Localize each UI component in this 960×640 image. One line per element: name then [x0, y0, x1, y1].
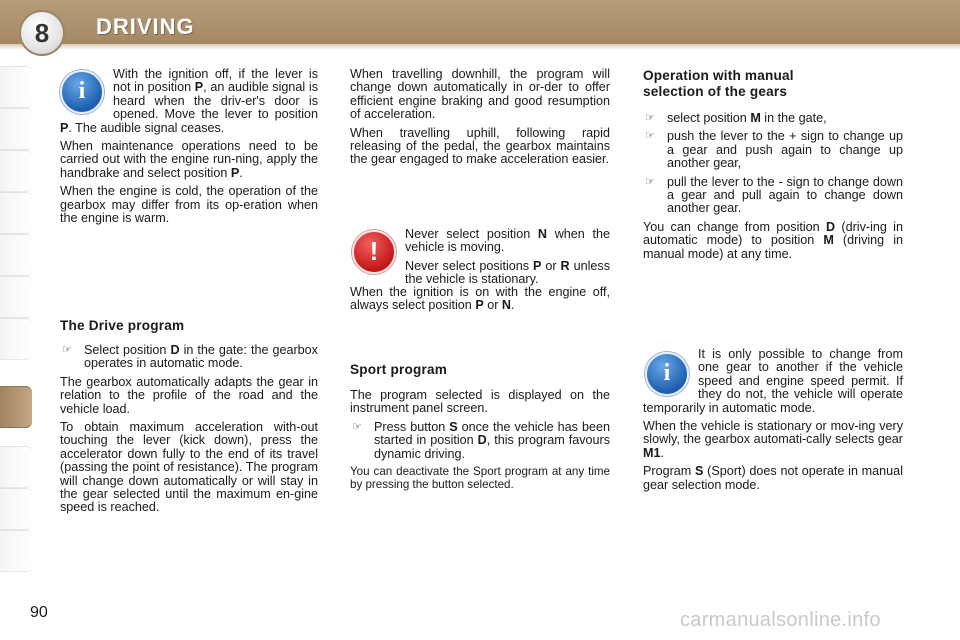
chapter-tab[interactable]: [0, 530, 32, 572]
chapter-title: DRIVING: [96, 14, 195, 39]
drive-adapt-text: The gearbox automatically adapts the gear in relation to the profile of the road and the vehicle load.: [60, 374, 318, 416]
manual-bullet-up: ☞ push the lever to the + sign to change up a gear and push again to change up another gear,: [645, 129, 903, 171]
drive-bullet: ☞ Select position D in the gate: the gearbox operates in automatic mode.: [62, 343, 318, 371]
manual-heading-line1: Operation with manual: [643, 68, 794, 83]
sport-program-section: [350, 362, 610, 496]
chapter-tab[interactable]: [0, 276, 32, 318]
warning-icon: !: [352, 230, 396, 274]
ignition-on-text: When the ignition is on with the engine off, always select position P or N.: [350, 285, 610, 313]
chapter-tab[interactable]: [0, 234, 32, 276]
info-icon: i: [645, 352, 689, 396]
sport-display-text: The program selected is displayed on the instrument panel screen.: [350, 388, 610, 416]
chapter-tab[interactable]: [0, 446, 32, 488]
warning-box: [405, 228, 610, 292]
warning-park-reverse: Never select positions P or R unless the vehicle is stationary.: [405, 258, 610, 287]
drive-program-heading: The Drive program: [60, 318, 185, 333]
chapter-tab[interactable]: [0, 150, 32, 192]
watermark: carmanualsonline.info: [680, 609, 881, 631]
chapter-tab[interactable]: [0, 108, 32, 150]
chapter-tab[interactable]: [0, 488, 32, 530]
pointing-hand-icon: ☞: [645, 112, 655, 124]
gear-change-limit-text: It is only possible to change from one gear to another if the vehicle speed and engine speed permit. If they do not, the vehicle will operate temporarily in automatic mode.: [643, 347, 903, 415]
manual-selection-section: [643, 68, 903, 266]
warning-neutral: Never select position N when the vehicle is moving.: [405, 227, 610, 255]
stationary-text: When the vehicle is stationary or mov-ing very slowly, the gearbox automati-cally selects gear M1.: [643, 419, 903, 460]
chapter-tab[interactable]: [0, 318, 32, 360]
chapter-tab[interactable]: [0, 66, 32, 108]
pointing-hand-icon: ☞: [352, 420, 362, 433]
pointing-hand-icon: ☞: [645, 130, 655, 143]
sport-bullet: ☞ Press button S once the vehicle has been started in position D, this program favours dynamic driving.: [352, 419, 610, 461]
chapter-number-badge: 8: [19, 10, 65, 56]
header-shadow: [0, 44, 960, 50]
ignition-off-note: With the ignition off, if the lever is not in position P, an audible signal is heard when the driv-er's door is opened. Move the lever to position P. The audible signal ceases.: [60, 67, 318, 135]
manual-heading-line2: selection of the gears: [643, 84, 788, 99]
change-d-to-m-text: You can change from position D (driv-ing in automatic mode) to position M (driving in manual mode) at any time.: [643, 219, 904, 261]
downhill-text: When travelling downhill, the program will change down automatically in or-der to offer efficient engine braking and good resumption of acceleration.: [350, 67, 610, 122]
uphill-text: When travelling uphill, following rapid releasing of the pedal, the gearbox maintains the gear engaged to make acceleration easier.: [350, 125, 610, 167]
pointing-hand-icon: ☞: [645, 175, 655, 188]
cold-engine-note: When the engine is cold, the operation of the gearbox may differ from its op-eration when the engine is warm.: [60, 184, 318, 226]
column-2: [350, 68, 610, 172]
drive-program-section: [60, 318, 318, 520]
maintenance-note: When maintenance operations need to be carried out with the engine run-ning, apply the handbrake and select position P.: [60, 139, 318, 180]
pointing-hand-icon: ☞: [62, 344, 72, 356]
sport-deactivate-text: You can deactivate the Sport program at any time by pressing the button selected.: [350, 465, 610, 491]
manual-bullet-select: ☞ select position M in the gate,: [645, 111, 827, 125]
manual-bullet-down: ☞ pull the lever to the - sign to change down a gear and pull again to change down another gear.: [645, 174, 903, 216]
kick-down-text: To obtain maximum acceleration with-out touching the lever (kick down), press the accelerator down fully to the end of its travel (passing the point of resistance). The program will change down automatically or will stay in the gear selected until the maximum en-gine speed is reached.: [60, 420, 318, 515]
chapter-tab[interactable]: [0, 192, 32, 234]
manual-info-box: [643, 348, 903, 497]
chapter-tab-active[interactable]: [0, 386, 32, 428]
sport-program-heading: Sport program: [350, 362, 448, 377]
page-number: 90: [30, 604, 48, 621]
ignition-on-note: [350, 286, 610, 318]
column-1: [60, 68, 318, 230]
info-icon: i: [60, 70, 104, 114]
chapter-tabs: [0, 66, 32, 576]
program-s-text: Program S (Sport) does not operate in manual gear selection mode.: [643, 464, 903, 492]
